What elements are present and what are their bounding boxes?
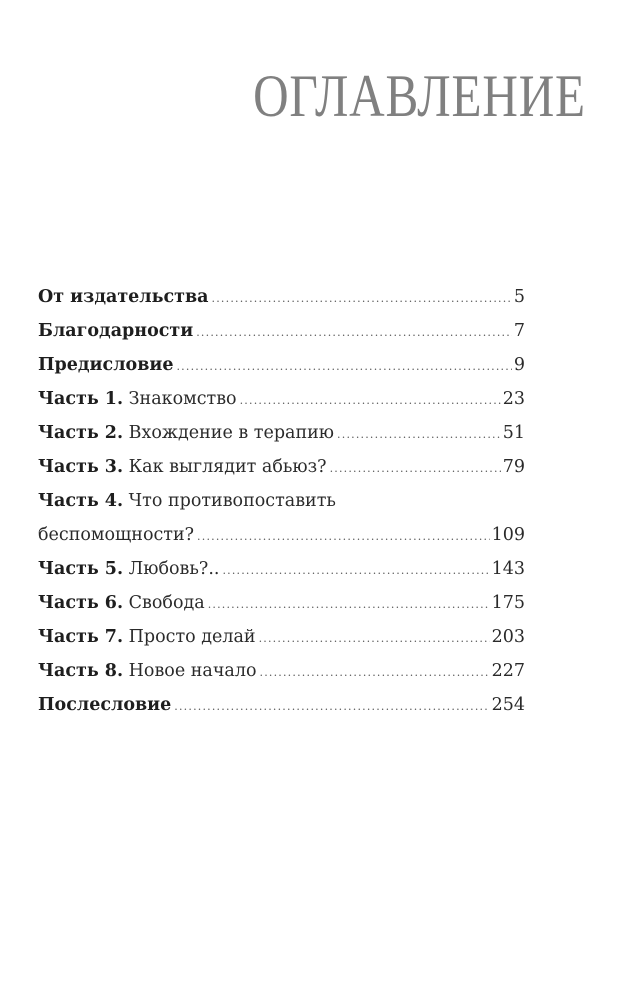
toc-entry-foreword[interactable] (38, 348, 525, 382)
toc-page-number: 79 (502, 457, 525, 477)
toc-entry-title: Свобода (128, 593, 205, 613)
toc-entry-title-line1: Что противопоставить (128, 491, 336, 511)
dot-leader (196, 316, 512, 350)
dot-leader (208, 588, 490, 622)
toc-entry-from-publisher[interactable] (38, 280, 525, 314)
dot-leader (330, 452, 501, 486)
toc-part-number: Часть 4. (38, 491, 124, 511)
toc-page-number: 23 (502, 389, 525, 409)
toc-entry-title: Новое начало (128, 661, 257, 681)
toc-entry-afterword[interactable] (38, 688, 525, 722)
dot-leader (240, 384, 501, 418)
toc-part-number: Часть 6. (38, 593, 124, 613)
toc-page-number: 143 (491, 559, 525, 579)
dot-leader (222, 554, 489, 588)
toc-entry-acknowledgements[interactable] (38, 314, 525, 348)
toc-page-number: 254 (491, 695, 525, 715)
toc-entry-part-5[interactable] (38, 552, 525, 586)
toc-entry-part-3[interactable] (38, 450, 525, 484)
toc-page-number: 9 (513, 355, 525, 375)
toc-page-number: 109 (491, 525, 525, 545)
dot-leader (176, 350, 511, 384)
toc-part-number: Часть 5. (38, 559, 124, 579)
dot-leader (197, 520, 490, 554)
toc-part-number: Часть 1. (38, 389, 124, 409)
toc-entry-title: Как выглядит абьюз? (128, 457, 327, 477)
dot-leader (259, 622, 490, 656)
toc-entry-title-line2: беспомощности? (38, 525, 195, 545)
toc-part-number: Часть 2. (38, 423, 124, 443)
table-of-contents (38, 280, 525, 722)
toc-entry-title: Предисловие (38, 355, 174, 375)
toc-part-number: Часть 7. (38, 627, 124, 647)
toc-entry-part-4[interactable] (38, 484, 525, 552)
toc-entry-part-1[interactable] (38, 382, 525, 416)
toc-entry-part-7[interactable] (38, 620, 525, 654)
toc-entry-title: Просто делай (128, 627, 256, 647)
dot-leader (260, 656, 490, 690)
toc-page-number: 203 (491, 627, 525, 647)
toc-entry-title: Благодарности (38, 321, 194, 341)
toc-entry-title: Вхождение в терапию (128, 423, 335, 443)
toc-part-number: Часть 3. (38, 457, 124, 477)
toc-page-number: 7 (513, 321, 525, 341)
toc-entry-title: От издательства (38, 287, 209, 307)
toc-entry-part-2[interactable] (38, 416, 525, 450)
page-title: ОГЛАВЛЕНИЕ (253, 63, 586, 129)
toc-page-number: 51 (502, 423, 525, 443)
toc-part-number: Часть 8. (38, 661, 124, 681)
toc-page-number: 227 (491, 661, 525, 681)
toc-entry-title: Любовь?.. (128, 559, 220, 579)
dot-leader (212, 282, 512, 316)
toc-entry-title: Послесловие (38, 695, 172, 715)
toc-entry-part-6[interactable] (38, 586, 525, 620)
dot-leader (174, 690, 489, 724)
toc-entry-part-8[interactable] (38, 654, 525, 688)
dot-leader (337, 418, 501, 452)
toc-page-number: 5 (513, 287, 525, 307)
toc-page-number: 175 (491, 593, 525, 613)
toc-entry-title: Знакомство (128, 389, 237, 409)
